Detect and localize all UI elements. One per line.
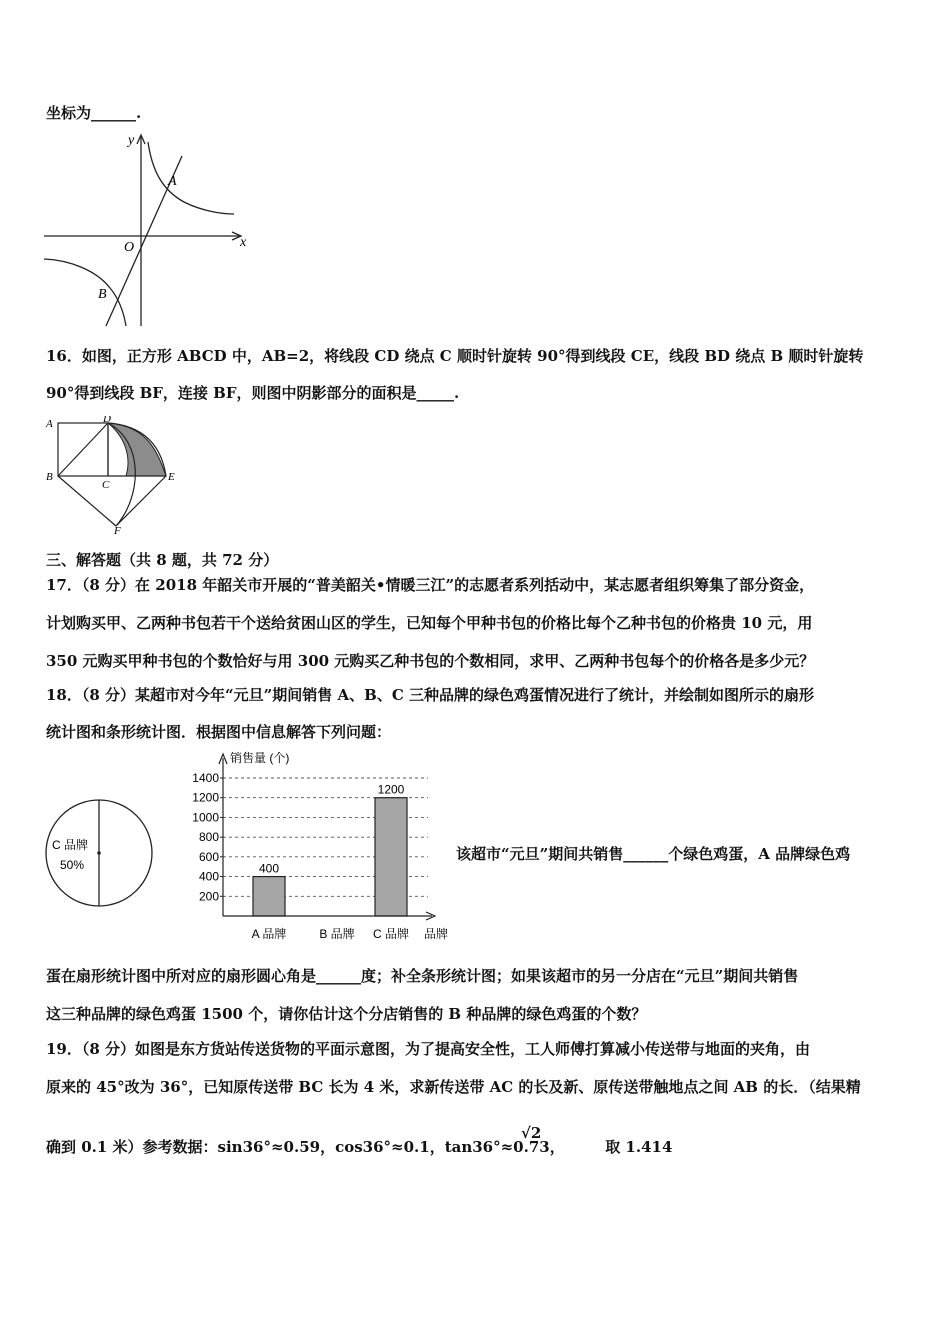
pie-center: [97, 851, 101, 855]
q15-tail: 坐标为______.: [46, 104, 142, 122]
bar-x-axis-label: 品牌: [424, 927, 449, 941]
q19-line-2: 原来的 45°改为 36°，已知原传送带 BC 长为 4 米，求新传送带 AC 的长及新、原传送带触地点之间 AB 的长．（结果精: [46, 1078, 861, 1096]
pie-label-c: C 品牌: [52, 838, 89, 852]
point-b-label: B: [98, 287, 107, 302]
q16-line-2: 90°得到线段 BF，连接 BF，则图中阴影部分的面积是_____.: [46, 384, 460, 402]
origin-label: O: [124, 240, 135, 255]
label-b: B: [46, 471, 53, 483]
bar-y-tick-label: 400: [198, 869, 219, 884]
q18-line-4: 这三种品牌的绿色鸡蛋 1500 个，请你估计这个分店销售的 B 种品牌的绿色鸡蛋的个数？: [46, 1005, 647, 1023]
pie-chart: [44, 797, 156, 909]
bar-category-label: A 品牌: [251, 927, 287, 941]
bar-chart: [180, 748, 460, 946]
bar-category-label: C 品牌: [372, 927, 410, 941]
y-axis-label: y: [128, 133, 135, 148]
bar-y-axis-label: 销售量 (个): [230, 751, 290, 765]
x-axis-label: x: [240, 235, 247, 250]
q16-line-1: 16．如图，正方形 ABCD 中，AB=2，将线段 CD 绕点 C 顺时针旋转 90°得到线段 CE，线段 BD 绕点 B 顺时针旋转: [46, 347, 864, 365]
label-d: D: [103, 416, 111, 425]
pie-label-percent: 50%: [60, 858, 85, 872]
q19-line-3-tail: 取 1.414: [605, 1138, 673, 1156]
q18-right-text: 该超市“元旦”期间共销售______个绿色鸡蛋，A 品牌绿色鸡: [456, 845, 851, 863]
q18-line-2: 统计图和条形统计图．根据图中信息解答下列问题：: [46, 723, 392, 741]
label-e: E: [168, 471, 175, 483]
bar-c: [375, 798, 407, 916]
q15-hyperbola-figure: [44, 130, 254, 330]
q18-line-3: 蛋在扇形统计图中所对应的扇形圆心角是______度；补全条形统计图；如果该超市的另一分店在“元旦”期间共销售: [46, 967, 799, 985]
section-3-title: 三、解答题（共 8 题，共 72 分）: [46, 551, 279, 569]
segment-ef: [116, 476, 166, 526]
bar-value-label: 400: [258, 861, 280, 876]
label-a: A: [46, 418, 53, 430]
label-f: F: [114, 525, 121, 534]
q17-line-1: 17．（8 分）在 2018 年韶关市开展的“普美韶关•情暖三江”的志愿者系列括动中，某志愿者组织筹集了部分资金，: [46, 576, 815, 594]
bar-y-tick-label: 1400: [192, 771, 219, 785]
q19-line-3-text: 确到 0.1 米）参考数据：sin36°≈0.59，cos36°≈0.1，tan36°≈0.73，: [46, 1138, 565, 1156]
bar-y-tick-label: 200: [198, 889, 219, 904]
q17-line-2: 计划购买甲、乙两种书包若干个送给贫困山区的学生，已知每个甲种书包的价格比每个乙种书包的价格贵 10 元，用: [46, 614, 813, 632]
bar-y-tick-label: 600: [198, 849, 219, 864]
bar-y-tick-label: 800: [198, 830, 219, 845]
bar-a: [253, 877, 285, 916]
q19-line-1: 19．（8 分）如图是东方货站传送货物的平面示意图，为了提高安全性，工人师傅打算减小传送带与地面的夹角，由: [46, 1040, 811, 1058]
q17-line-3: 350 元购买甲种书包的个数恰好与用 300 元购买乙种书包的个数相同，求甲、乙两种书包每个的价格各是多少元？: [46, 652, 815, 670]
bar-y-tick-label: 1000: [192, 810, 219, 825]
bar-category-label: B 品牌: [319, 927, 355, 941]
segment-bd: [58, 423, 108, 476]
hyperbola-branch-lower: [44, 259, 126, 326]
point-a-label: A: [168, 174, 177, 189]
q16-square-figure: [44, 416, 184, 534]
q18-line-1: 18．（8 分）某超市对今年“元旦”期间销售 A、B、C 三种品牌的绿色鸡蛋情况进行了统计，并绘制如图所示的扇形: [46, 686, 814, 704]
sqrt-two-symbol: √2: [521, 1124, 542, 1142]
bar-value-label: 1200: [377, 782, 405, 797]
q19-line-3: [46, 1137, 672, 1157]
bar-y-tick-label: 1200: [192, 790, 219, 805]
label-c: C: [102, 479, 110, 491]
